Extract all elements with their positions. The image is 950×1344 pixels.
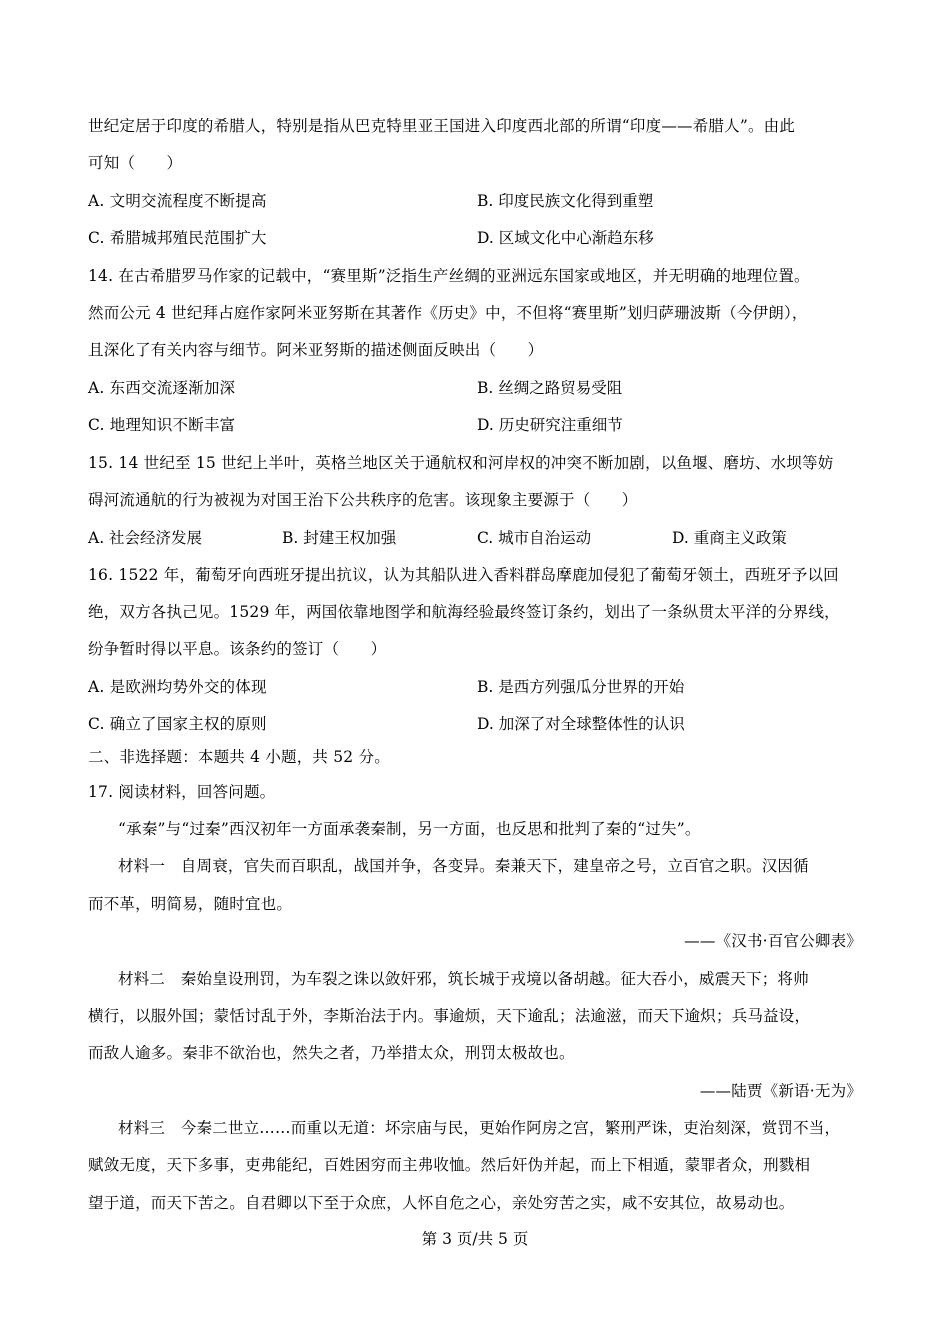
material-1-line-1: 材料一 自周衰，官失而百职乱，战国并争，各变异。秦兼天下，建皇帝之号，立百官之职。汉因循 — [118, 857, 809, 875]
material-2-line-1: 材料二 秦始皇设刑罚，为车裂之诛以敛奸邪，筑长城于戎境以备胡越。征大吞小，威震天下；将帅 — [118, 970, 809, 988]
q13-option-d: D. 区域文化中心渐趋东移 — [477, 229, 654, 247]
q15-option-c: C. 城市自治运动 — [477, 529, 592, 547]
q13-stem-line-2: 可知（ ） — [88, 154, 183, 172]
material-2-line-3: 而敌人逾多。秦非不欲治也，然失之者，乃举措太众，刑罚太极故也。 — [88, 1044, 575, 1062]
q14-option-c: C. 地理知识不断丰富 — [88, 416, 236, 434]
q13-option-a: A. 文明交流程度不断提高 — [88, 192, 267, 210]
q15-option-d: D. 重商主义政策 — [672, 529, 787, 547]
q16-option-b: B. 是西方列强瓜分世界的开始 — [477, 678, 685, 696]
q13-option-b: B. 印度民族文化得到重塑 — [477, 192, 654, 210]
q17-stem: 17. 阅读材料，回答问题。 — [88, 783, 276, 801]
material-2-source: ——陆贾《新语·无为》 — [699, 1082, 862, 1100]
q13-stem-line-1: 世纪定居于印度的希腊人，特别是指从巴克特里亚王国进入印度西北部的所谓“印度——希腊人”。由此 — [88, 117, 796, 135]
q15-stem-line-1: 15. 14 世纪至 15 世纪上半叶，英格兰地区关于通航权和河岸权的冲突不断加剧，以鱼堰、磨坊、水坝等妨 — [88, 454, 834, 472]
q14-option-d: D. 历史研究注重细节 — [477, 416, 623, 434]
material-3-line-1: 材料三 今秦二世立……而重以无道：坏宗庙与民，更始作阿房之宫，繁刑严诛，吏治刻深，赏罚不当， — [118, 1119, 841, 1137]
q14-option-a: A. 东西交流逐渐加深 — [88, 379, 236, 397]
material-3-line-3: 望于道，而天下苦之。自君卿以下至于众庶，人怀自危之心，亲处穷苦之实，咸不安其位，故易动也。 — [88, 1194, 795, 1212]
material-1-source: ——《汉书·百官公卿表》 — [684, 932, 862, 950]
section-2-heading: 二、非选择题：本题共 4 小题，共 52 分。 — [88, 748, 390, 766]
q16-option-c: C. 确立了国家主权的原则 — [88, 715, 267, 733]
q14-stem-line-2: 然而公元 4 世纪拜占庭作家阿米亚努斯在其著作《历史》中，不但将“赛里斯”划归萨珊波斯（今伊朗）， — [88, 304, 808, 322]
q16-stem-line-2: 绝，双方各执己见。1529 年，两国依靠地图学和航海经验最终签订条约，划出了一条纵贯太平洋的分界线， — [88, 603, 840, 621]
q16-stem-line-1: 16. 1522 年，葡萄牙向西班牙提出抗议，认为其船队进入香料群岛摩鹿加侵犯了葡萄牙领土，西班牙予以回 — [88, 566, 839, 584]
q13-option-c: C. 希腊城邦殖民范围扩大 — [88, 229, 267, 247]
material-1-line-2: 而不革，明简易，随时宜也。 — [88, 895, 293, 913]
q16-stem-line-3: 纷争暂时得以平息。该条约的签订（ ） — [88, 640, 387, 658]
q14-stem-line-3: 且深化了有关内容与细节。阿米亚努斯的描述侧面反映出（ ） — [88, 341, 544, 359]
material-3-line-2: 赋敛无度，天下多事，吏弗能纪，百姓困穷而主弗收恤。然后奸伪并起，而上下相遁，蒙罪者众，刑戮相 — [88, 1156, 811, 1174]
q14-option-b: B. 丝绸之路贸易受阻 — [477, 379, 623, 397]
q14-stem-line-1: 14. 在古希腊罗马作家的记载中，“赛里斯”泛指生产丝绸的亚洲远东国家或地区，并无明确的地理位置。 — [88, 267, 810, 285]
q15-option-b: B. 封建王权加强 — [282, 529, 397, 547]
q17-intro: “承秦”与“过秦”西汉初年一方面承袭秦制，另一方面，也反思和批判了秦的“过失”。 — [118, 820, 701, 838]
material-2-line-2: 横行，以服外国；蒙恬讨乱于外，李斯治法于内。事逾烦，天下逾乱；法逾滋，而天下逾炽；兵马益设， — [88, 1007, 811, 1025]
q15-stem-line-2: 碍河流通航的行为被视为对国王治下公共秩序的危害。该现象主要源于（ ） — [88, 491, 638, 509]
q15-option-a: A. 社会经济发展 — [88, 529, 203, 547]
page-number: 第 3 页/共 5 页 — [421, 1230, 529, 1248]
q16-option-a: A. 是欧洲均势外交的体现 — [88, 678, 267, 696]
q16-option-d: D. 加深了对全球整体性的认识 — [477, 715, 685, 733]
